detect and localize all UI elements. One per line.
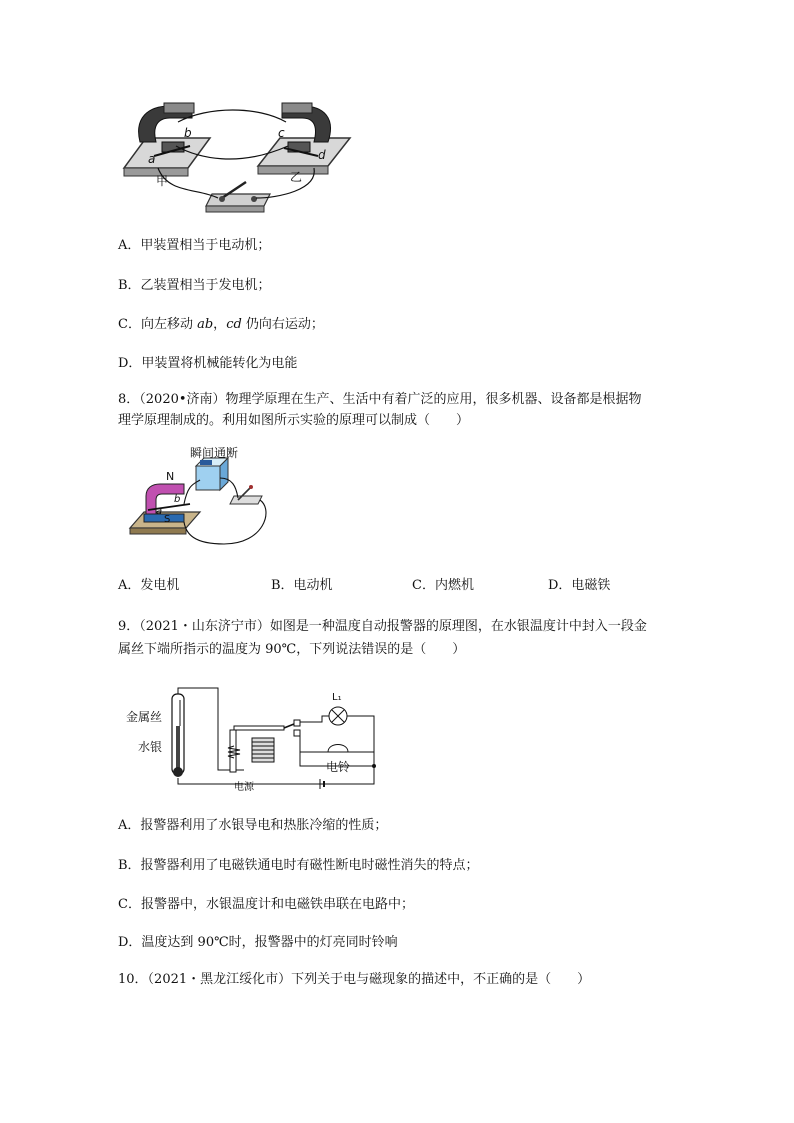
- q8-caption: 瞬间通断: [190, 446, 239, 460]
- q7-option-c: [118, 315, 324, 335]
- q7-option-c-suffix: 仍向右运动；: [241, 317, 324, 332]
- q8-label-a: a: [156, 506, 163, 517]
- q7-label-d: d: [318, 148, 326, 162]
- q9-option-b: B．报警器利用了电磁铁通电时有磁性断电时磁性消失的特点；: [118, 858, 479, 873]
- q7-option-c-ab: ab: [197, 317, 214, 332]
- q9-label-l1: L₁: [332, 692, 342, 703]
- q9-label-bell: 电铃: [326, 760, 351, 774]
- q9-stem-line2: 属丝下端所指示的温度为 90℃，下列说法错误的是（ ）: [118, 642, 466, 657]
- q9-label-power: 电源: [234, 782, 254, 793]
- q9-label-wire: 金属丝: [126, 710, 163, 724]
- q8-figure: [124, 444, 274, 548]
- q7-label-yi: 乙: [290, 170, 303, 184]
- q7-option-c-sep: ，: [213, 317, 227, 332]
- q7-figure: [118, 98, 356, 220]
- q8-label-b: b: [174, 494, 181, 505]
- q7-label-c: c: [278, 126, 285, 140]
- q7-option-c-prefix: C．向左移动: [118, 317, 198, 332]
- q8-option-d: D．电磁铁: [548, 578, 611, 593]
- q8-stem-line2: 理学原理制成的。利用如图所示实验的原理可以制成（ ）: [118, 413, 470, 428]
- q10-stem-line1: 10．（2021・黑龙江绥化市）下列关于电与磁现象的描述中，不正确的是（ ）: [118, 972, 591, 987]
- q7-option-b: B．乙装置相当于发电机；: [118, 278, 271, 293]
- q7-option-c-cd: cd: [226, 317, 242, 332]
- q7-option-d: D．甲装置将机械能转化为电能: [118, 356, 298, 371]
- q7-label-a: a: [148, 152, 156, 166]
- q9-option-d: D．温度达到 90℃时，报警器中的灯亮同时铃响: [118, 935, 398, 950]
- q8-option-b: B．电动机: [271, 578, 333, 593]
- q9-option-a: A．报警器利用了水银导电和热胀冷缩的性质；: [118, 818, 388, 833]
- q8-option-c: C．内燃机: [412, 578, 474, 593]
- q8-option-a: A．发电机: [118, 578, 180, 593]
- q9-figure-drawing: [124, 686, 386, 792]
- q9-label-mercury: 水银: [138, 740, 163, 754]
- q9-stem-line1: 9．（2021・山东济宁市）如图是一种温度自动报警器的原理图，在水银温度计中封入一段金: [118, 619, 647, 634]
- q9-option-c: C．报警器中，水银温度计和电磁铁串联在电路中；: [118, 897, 414, 912]
- q8-label-n: N: [166, 470, 175, 483]
- q7-label-b: b: [184, 126, 192, 140]
- q8-label-s: S: [164, 514, 171, 525]
- q9-figure: [124, 686, 386, 792]
- q7-option-a: A．甲装置相当于电动机；: [118, 238, 271, 253]
- q7-label-jia: 甲: [156, 174, 169, 188]
- q8-stem-line1: 8．（2020•济南）物理学原理在生产、生活中有着广泛的应用，很多机器、设备都是根据物: [118, 392, 642, 407]
